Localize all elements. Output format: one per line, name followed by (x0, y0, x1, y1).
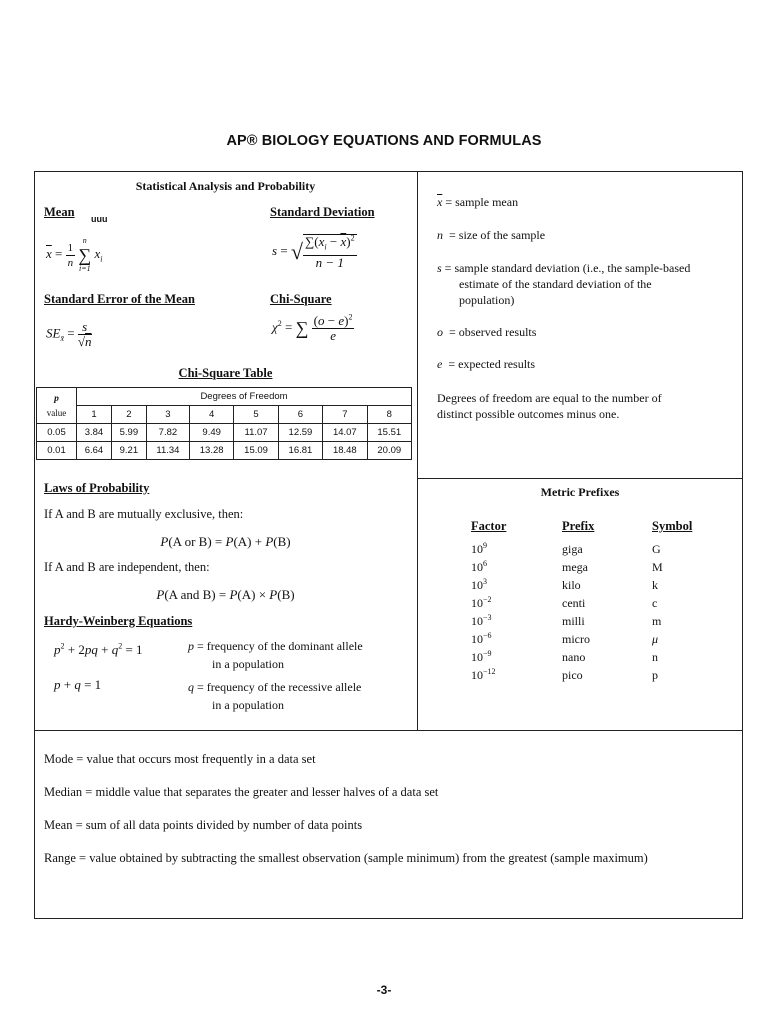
metric-row: $10^9$ giga G (471, 541, 661, 556)
dof-note: Degrees of freedom are equal to the number of distinct possible outcomes minus one. (437, 391, 662, 421)
hw-q-def: q = frequency of the recessive allele in a population (188, 680, 362, 712)
df-cell: 6 (278, 406, 322, 424)
range-def: Range = value obtained by subtracting the smallest observation (sample minimum) from the greatest (sample maximum) (44, 851, 648, 865)
hw-formula-2: p + q = 1 (54, 677, 102, 692)
df-cell: 5 (234, 406, 278, 424)
right-divider (417, 478, 743, 479)
def-s: s = sample standard deviation (i.e., the sample-based estimate of the standard deviation of the population) (437, 261, 691, 307)
independent-text: If A and B are independent, then: (44, 560, 210, 574)
page-title: AP® BIOLOGY EQUATIONS AND FORMULAS (226, 133, 542, 149)
metric-row: $10^{-6}$ micro μ (471, 631, 659, 646)
sd-formula: s = √ $\frac{\sum(x_i - \overline{x})^2}{n - 1}$ (272, 233, 355, 270)
table-cell: 5.99 (111, 424, 146, 442)
table-cell: 11.07 (234, 424, 278, 442)
mode-def: Mode = value that occurs most frequently in a data set (44, 752, 316, 766)
metric-row: $10^{-2}$ centi c (471, 595, 658, 610)
probability-heading: Laws of Probability (44, 481, 150, 495)
metric-row: $10^{-12}$ pico p (471, 667, 658, 682)
df-cell: 7 (323, 406, 367, 424)
table-cell: 18.48 (323, 442, 367, 460)
def-n: n = size of the sample (437, 228, 546, 242)
metric-row: $10^{-9}$ nano n (471, 649, 658, 664)
df-header: Degrees of Freedom (77, 388, 412, 406)
chi-formula: $\chi^2$ = ∑ $\frac{(o - e)^2}{e}$ (272, 312, 353, 343)
table-cell: 3.84 (77, 424, 112, 442)
df-cell: 4 (189, 406, 233, 424)
table-cell: 14.07 (323, 424, 367, 442)
metric-row: $10^6$ mega M (471, 559, 663, 574)
chi-square-table (36, 387, 412, 460)
col-factor: Factor (471, 519, 507, 533)
df-row (37, 406, 412, 424)
metric-heading: Metric Prefixes (540, 485, 620, 499)
mean-formula: $\overline{x}$ = $\frac{1}{n}$ n ∑ i=1 $x_i$ (46, 236, 103, 273)
bottom-divider (34, 730, 743, 731)
hardy-heading: Hardy-Weinberg Equations (44, 614, 193, 628)
table-cell: 15.51 (367, 424, 411, 442)
median-def: Median = middle value that separates the greater and lesser halves of a data set (44, 785, 439, 799)
or-formula: P(A or B) = P(A) + P(B) (160, 534, 291, 549)
def-xbar: $\overline{x}$ = sample mean (437, 195, 519, 209)
table-cell: 15.09 (234, 442, 278, 460)
col-symbol: Symbol (652, 519, 693, 533)
table-cell: 6.64 (77, 442, 112, 460)
table-row (37, 442, 412, 460)
metric-row: $10^{-3}$ milli m (471, 613, 662, 628)
metric-row: $10^3$ kilo k (471, 577, 658, 592)
df-cell: 1 (77, 406, 112, 424)
page-number: -3- (376, 983, 392, 997)
stats-heading: Statistical Analysis and Probability (135, 179, 316, 193)
table-cell: 9.21 (111, 442, 146, 460)
table-cell: 13.28 (189, 442, 233, 460)
table-cell: 7.82 (146, 424, 189, 442)
vertical-divider (417, 171, 418, 731)
hw-formula-1: $p^2 + 2pq + q^2 = 1$ (54, 641, 143, 657)
table-cell: 12.59 (278, 424, 322, 442)
def-e: e = expected results (437, 357, 536, 371)
chi-label: Chi-Square (270, 292, 332, 306)
mean-label: Mean (44, 205, 75, 219)
metric-table (471, 542, 663, 686)
se-label: Standard Error of the Mean (44, 292, 195, 306)
p-cell: 0.05 (37, 424, 77, 442)
and-formula: P(A and B) = P(A) × P(B) (156, 587, 295, 602)
table-cell: 20.09 (367, 442, 411, 460)
sd-label: Standard Deviation (270, 205, 375, 219)
col-prefix: Prefix (562, 519, 595, 533)
table-cell: 9.49 (189, 424, 233, 442)
p-cell: 0.01 (37, 442, 77, 460)
chi-table-heading: Chi-Square Table (178, 366, 273, 380)
table-cell: 11.34 (146, 442, 189, 460)
table-cell: 16.81 (278, 442, 322, 460)
df-cell: 8 (367, 406, 411, 424)
exclusive-text: If A and B are mutually exclusive, then: (44, 507, 244, 521)
df-cell: 2 (111, 406, 146, 424)
se-formula: $SE_{x̄}$ = $\frac{s}{√n}$ (46, 319, 92, 349)
mean-def: Mean = sum of all data points divided by number of data points (44, 818, 363, 832)
df-cell: 3 (146, 406, 189, 424)
hw-p-def: p = frequency of the dominant allele in a population (188, 639, 363, 671)
def-o: o = observed results (437, 325, 537, 339)
mean-artifact: uuu (91, 214, 108, 224)
table-row (37, 424, 412, 442)
p-value-header: p value (37, 388, 77, 424)
